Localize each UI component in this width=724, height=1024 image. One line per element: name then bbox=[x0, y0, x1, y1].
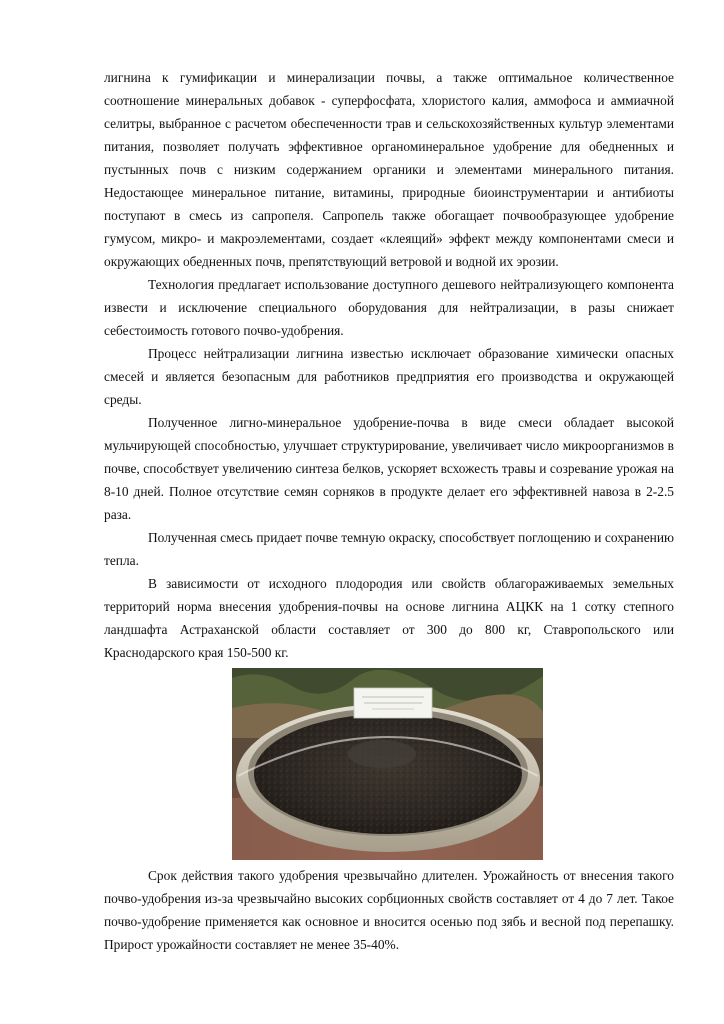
body-text-top bbox=[104, 66, 674, 664]
paragraph-application-rate: В зависимости от исходного плодородия или свойств облагораживаемых земельных территорий норма внесения удобрения-почвы на основе лигнина АЦКК на 1 сотку степного ландшафта Астраханской области составляет от 300 до 800 кг, Ставропольского или Краснодарского края 150-500 кг. bbox=[104, 576, 674, 660]
paragraph-duration: Срок действия такого удобрения чрезвычайно длителен. Урожайность от внесения такого почво-удобрения из-за чрезвычайно высоких сорбционных свойств составляет от 4 до 7 лет. Такое почво-удобрение применяется как основное и вносится осенью под зябь и весной под перепашку. Прирост урожайности составляет не менее 35-40%. bbox=[104, 868, 674, 952]
soil-sample-photo bbox=[232, 668, 543, 860]
paragraph-fertilizer-properties: Полученное лигно-минеральное удобрение-почва в виде смеси обладает высокой мульчирующей способностью, улучшает структурирование, увеличивает число микроорганизмов в почве, способствует увеличению синтеза белков, ускоряет всхожесть травы и созревание урожая на 8-10 дней. Полное отсутствие семян сорняков в продукте делает его эффективней навоза в 2-2.5 раза. bbox=[104, 415, 674, 522]
paragraph-neutralization: Процесс нейтрализации лигнина известью исключает образование химически опасных смесей и является безопасным для работников предприятия его производства и окружающей среды. bbox=[104, 346, 674, 407]
paragraph-technology: Технология предлагает использование доступного дешевого нейтрализующего компонента извести и исключение специального оборудования для нейтрализации, в разы снижает себестоимость готового почво-удобрения. bbox=[104, 277, 674, 338]
body-text-bottom bbox=[104, 864, 674, 956]
paragraph-continuation: лигнина к гумификации и минерализации почвы, а также оптимальное количественное соотношение минеральных добавок - суперфосфата, хлористого калия, аммофоса и аммиачной селитры, выбранное с расчетом обеспеченности трав и сельскохозяйственных культур элементами питания, позволяет получать эффективное органоминеральное удобрение для обедненных и пустынных почв с низким содержанием органики и элементами минерального питания. Недостающее минеральное питание, витамины, природные биоинструментарии и антибиоты поступают в смесь из сапропеля. Сапропель также обогащает почвообразующее удобрение гумусом, микро- и макроэлементами, создает «клеящий» эффект между компонентами смеси и окружающих обедненных почв, препятствующий ветровой и водной их эрозии. bbox=[104, 70, 674, 269]
paragraph-soil-color: Полученная смесь придает почве темную окраску, способствует поглощению и сохранению тепла. bbox=[104, 530, 674, 568]
soil-basin-illustration bbox=[232, 668, 543, 860]
